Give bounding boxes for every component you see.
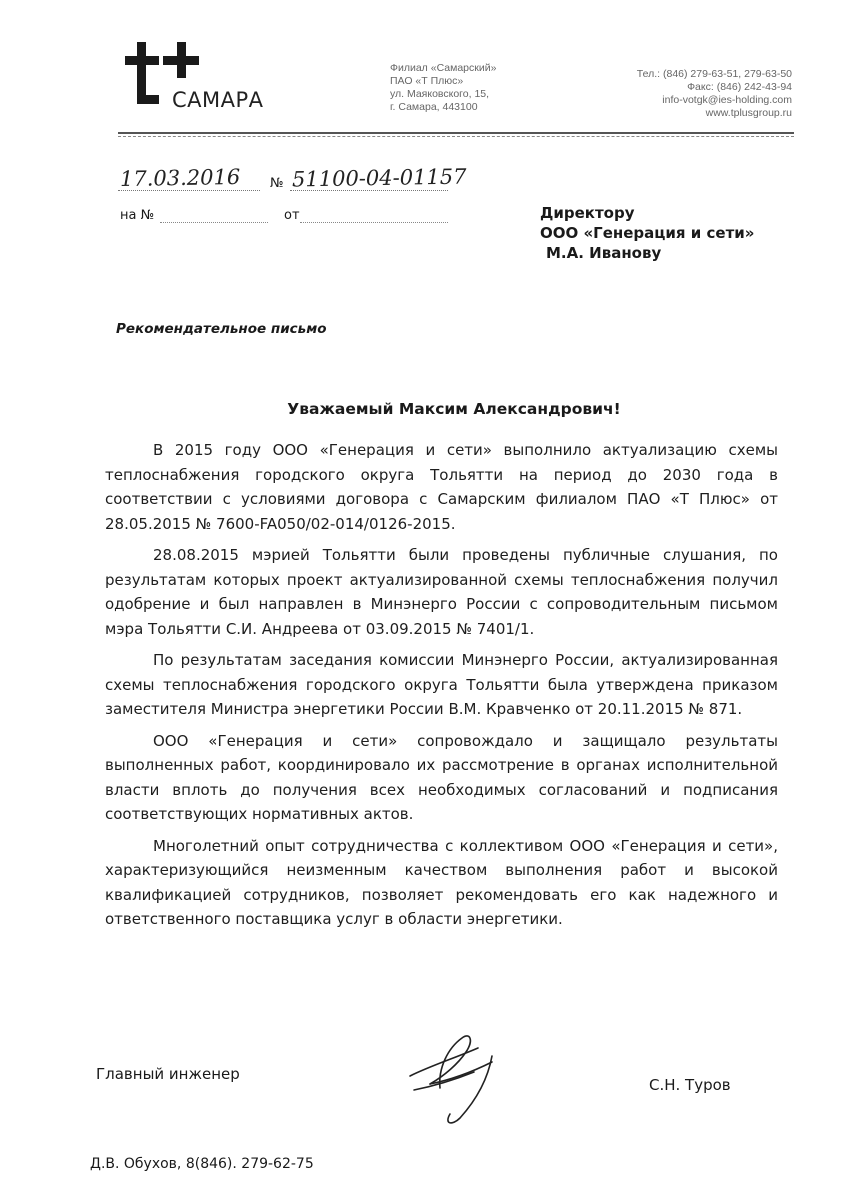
executor-contact: Д.В. Обухов, 8(846). 279-62-75 [90,1156,314,1172]
reference-number-label: на № [120,208,155,223]
reference-date-blank [300,222,448,223]
email-line: info-votgk@ies-holding.com [662,94,792,106]
paragraph: ООО «Генерация и сети» сопровождало и защищало результаты выполненных работ, координировало их рассмотрение в органах исполнительной власти вплоть до получения всех необходимых согласований и подписания соответствующих нормативных актов. [105,731,778,823]
fax-line: Факс: (846) 242-43-94 [687,81,792,93]
reference-date-label: от [284,208,300,223]
address-line: ПАО «Т Плюс» [390,75,464,87]
addressee-name: М.А. Иванову [546,244,662,262]
logo-city-label: САМАРА [172,88,264,112]
reference-number-blank [160,222,268,223]
signer-position: Главный инженер [96,1065,240,1083]
paragraph: Многолетний опыт сотрудничества с коллективом ООО «Генерация и сети», характеризующийся неизменным качеством выполнения работ и высокой квалификацией сотрудников, позволяет рекомендовать его как надежного и ответственного поставщика услуг в области энергетики. [105,836,778,928]
website-line: www.tplusgroup.ru [705,107,792,119]
date-underline [118,190,260,191]
address-line: Филиал «Самарский» [390,62,497,74]
number-label: № [270,176,284,191]
address-line: г. Самара, 443100 [390,101,478,113]
addressee-company: ООО «Генерация и сети» [540,224,755,242]
addressee-position: Директору [540,204,635,222]
salutation: Уважаемый Максим Александрович! [287,400,621,418]
registration-number: 51100-04-01157 [291,164,467,192]
number-underline [290,190,448,191]
letter-body [105,438,778,939]
sender-address [390,62,496,114]
phone-line: Тел.: (846) 279-63-51, 279-63-50 [636,68,792,80]
paragraph: 28.08.2015 мэрией Тольятти были проведены публичные слушания, по результатам которых проект актуализированной схемы теплоснабжения получил одобрение и был направлен в Минэнерго России с сопроводительным письмом мэра Тольятти С.И. Андреева от 03.09.2015 № 7401/1. [105,546,778,638]
handwritten-signature [400,1018,510,1128]
header-divider-dashed [118,136,794,137]
paragraph: В 2015 году ООО «Генерация и сети» выполнило актуализацию схемы теплоснабжения городского округа Тольятти на период до 2030 года в соответствии с условиями договора с Самарским филиалом ПАО «Т Плюс» от 28.05.2015 № 7600-FA050/02-014/0126-2015. [105,441,778,533]
addressee-block [540,203,754,263]
registration-date: 17.03.2016 [119,164,241,192]
paragraph: По результатам заседания комиссии Минэнерго России, актуализированная схемы теплоснабжения городского округа Тольятти была утверждена приказом заместителя Министра энергетики России В.М. Кравченко от 20.11.2015 № 871. [105,651,778,718]
document-type: Рекомендательное письмо [116,321,327,337]
address-line: ул. Маяковского, 15, [390,88,490,100]
sender-contacts [600,68,792,120]
header-divider [118,132,794,134]
signer-name: С.Н. Туров [649,1076,731,1094]
